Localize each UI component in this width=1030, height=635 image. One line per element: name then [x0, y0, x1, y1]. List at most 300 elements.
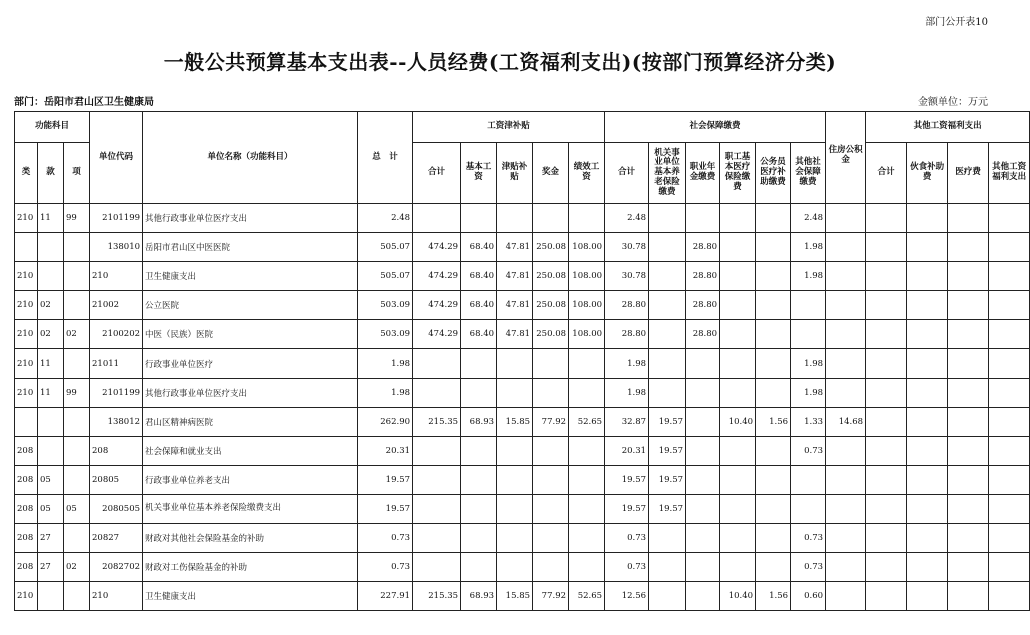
- cell-other-welfare: [989, 582, 1030, 611]
- cell-pension: [649, 553, 686, 582]
- cell-pension: 19.57: [649, 494, 686, 523]
- cell-lei: [15, 233, 38, 262]
- cell-social-total: 28.80: [605, 320, 649, 349]
- cell-xiang: [64, 349, 90, 378]
- cell-kuan: 05: [38, 494, 64, 523]
- cell-allowance: [497, 465, 533, 494]
- cell-meal: [907, 320, 948, 349]
- cell-perf-wage: 108.00: [569, 291, 605, 320]
- cell-lei: [15, 407, 38, 436]
- cell-other-social: 0.73: [791, 553, 826, 582]
- cell-other-welfare: [989, 378, 1030, 407]
- cell-unit-code: 2101199: [90, 204, 143, 233]
- cell-basic-wage: [461, 494, 497, 523]
- cell-meal: [907, 233, 948, 262]
- cell-medical: [720, 320, 756, 349]
- header-bonus: 奖金: [533, 143, 569, 204]
- cell-housing: [826, 262, 866, 291]
- cell-basic-wage: [461, 349, 497, 378]
- cell-other-total: [866, 291, 907, 320]
- cell-lei: 210: [15, 262, 38, 291]
- cell-basic-wage: [461, 204, 497, 233]
- cell-kuan: 02: [38, 320, 64, 349]
- cell-medical: [720, 378, 756, 407]
- cell-medical-fee: [948, 407, 989, 436]
- cell-lei: 208: [15, 524, 38, 553]
- cell-allowance: [497, 553, 533, 582]
- cell-allowance: [497, 494, 533, 523]
- cell-bonus: 77.92: [533, 407, 569, 436]
- cell-wage-total: [413, 349, 461, 378]
- cell-social-total: 19.57: [605, 465, 649, 494]
- cell-wage-total: 474.29: [413, 320, 461, 349]
- cell-total: 503.09: [358, 320, 413, 349]
- cell-housing: [826, 553, 866, 582]
- cell-annuity: [686, 349, 720, 378]
- cell-other-total: [866, 320, 907, 349]
- cell-other-social: 1.98: [791, 378, 826, 407]
- header-housing: 住房公积金: [826, 112, 866, 204]
- header-total: 总 计: [358, 112, 413, 204]
- cell-other-total: [866, 436, 907, 465]
- table-row: [15, 465, 1030, 494]
- cell-wage-total: [413, 494, 461, 523]
- cell-pension: [649, 524, 686, 553]
- cell-total: 2.48: [358, 204, 413, 233]
- cell-perf-wage: [569, 436, 605, 465]
- cell-xiang: [64, 407, 90, 436]
- cell-other-social: [791, 291, 826, 320]
- cell-civil-medical: [756, 524, 791, 553]
- cell-other-total: [866, 349, 907, 378]
- cell-civil-medical: [756, 349, 791, 378]
- cell-unit-code: 138012: [90, 407, 143, 436]
- cell-total: 505.07: [358, 233, 413, 262]
- cell-other-welfare: [989, 494, 1030, 523]
- header-other-welfare: 其他工资福利支出: [989, 143, 1030, 204]
- cell-other-welfare: [989, 262, 1030, 291]
- cell-unit-name: 社会保障和就业支出: [143, 436, 358, 465]
- cell-unit-code: 210: [90, 262, 143, 291]
- cell-other-social: 1.98: [791, 349, 826, 378]
- header-medical: 职工基本医疗保险缴费: [720, 143, 756, 204]
- cell-civil-medical: [756, 465, 791, 494]
- cell-basic-wage: 68.40: [461, 291, 497, 320]
- table-row: [15, 436, 1030, 465]
- cell-basic-wage: [461, 465, 497, 494]
- cell-unit-code: 2082702: [90, 553, 143, 582]
- cell-bonus: [533, 378, 569, 407]
- cell-unit-code: 138010: [90, 233, 143, 262]
- cell-social-total: 28.80: [605, 291, 649, 320]
- cell-bonus: [533, 349, 569, 378]
- cell-lei: 210: [15, 378, 38, 407]
- cell-pension: [649, 378, 686, 407]
- expenditure-table: [14, 111, 1030, 611]
- cell-pension: [649, 320, 686, 349]
- cell-lei: 210: [15, 582, 38, 611]
- header-wage-group: 工资津补贴: [413, 112, 605, 143]
- cell-unit-code: 20827: [90, 524, 143, 553]
- cell-housing: 14.68: [826, 407, 866, 436]
- cell-housing: [826, 378, 866, 407]
- cell-social-total: 20.31: [605, 436, 649, 465]
- cell-allowance: 15.85: [497, 582, 533, 611]
- cell-wage-total: [413, 524, 461, 553]
- cell-annuity: [686, 524, 720, 553]
- header-allowance: 津贴补贴: [497, 143, 533, 204]
- cell-pension: [649, 291, 686, 320]
- cell-medical-fee: [948, 233, 989, 262]
- cell-other-welfare: [989, 291, 1030, 320]
- cell-pension: 19.57: [649, 407, 686, 436]
- cell-xiang: [64, 582, 90, 611]
- cell-meal: [907, 553, 948, 582]
- cell-meal: [907, 291, 948, 320]
- cell-unit-name: 财政对工伤保险基金的补助: [143, 553, 358, 582]
- cell-unit-name: 财政对其他社会保险基金的补助: [143, 524, 358, 553]
- header-pension: 机关事业单位基本养老保险缴费: [649, 143, 686, 204]
- cell-medical-fee: [948, 349, 989, 378]
- cell-meal: [907, 378, 948, 407]
- header-medical-fee: 医疗费: [948, 143, 989, 204]
- cell-xiang: [64, 233, 90, 262]
- header-meal: 伙食补助费: [907, 143, 948, 204]
- header-annuity: 职业年金缴费: [686, 143, 720, 204]
- cell-total: 227.91: [358, 582, 413, 611]
- header-basic-wage: 基本工资: [461, 143, 497, 204]
- cell-basic-wage: [461, 553, 497, 582]
- cell-medical: [720, 465, 756, 494]
- cell-social-total: 1.98: [605, 349, 649, 378]
- cell-lei: 210: [15, 291, 38, 320]
- cell-civil-medical: 1.56: [756, 407, 791, 436]
- cell-allowance: 47.81: [497, 262, 533, 291]
- header-unit-code: 单位代码: [90, 112, 143, 204]
- header-other-social: 其他社会保障缴费: [791, 143, 826, 204]
- cell-unit-code: 2100202: [90, 320, 143, 349]
- cell-kuan: 11: [38, 378, 64, 407]
- cell-allowance: 47.81: [497, 320, 533, 349]
- cell-other-social: [791, 465, 826, 494]
- cell-allowance: [497, 349, 533, 378]
- cell-other-welfare: [989, 436, 1030, 465]
- cell-other-total: [866, 262, 907, 291]
- cell-housing: [826, 524, 866, 553]
- cell-medical-fee: [948, 553, 989, 582]
- cell-unit-code: 21002: [90, 291, 143, 320]
- cell-other-social: 0.73: [791, 436, 826, 465]
- cell-civil-medical: [756, 233, 791, 262]
- header-social-total: 合计: [605, 143, 649, 204]
- table-row: [15, 204, 1030, 233]
- cell-medical-fee: [948, 204, 989, 233]
- cell-meal: [907, 349, 948, 378]
- cell-total: 19.57: [358, 465, 413, 494]
- cell-xiang: [64, 524, 90, 553]
- cell-unit-name: 其他行政事业单位医疗支出: [143, 204, 358, 233]
- cell-unit-code: 21011: [90, 349, 143, 378]
- cell-unit-name: 公立医院: [143, 291, 358, 320]
- cell-kuan: [38, 262, 64, 291]
- header-social-group: 社会保障缴费: [605, 112, 826, 143]
- cell-lei: 210: [15, 320, 38, 349]
- page-number: 部门公开表10: [925, 17, 988, 28]
- cell-lei: 210: [15, 204, 38, 233]
- cell-meal: [907, 436, 948, 465]
- cell-total: 1.98: [358, 349, 413, 378]
- cell-other-total: [866, 204, 907, 233]
- cell-perf-wage: 108.00: [569, 262, 605, 291]
- cell-civil-medical: [756, 494, 791, 523]
- cell-social-total: 19.57: [605, 494, 649, 523]
- header-wage-total: 合计: [413, 143, 461, 204]
- cell-social-total: 32.87: [605, 407, 649, 436]
- cell-allowance: [497, 378, 533, 407]
- cell-lei: 208: [15, 494, 38, 523]
- cell-basic-wage: [461, 524, 497, 553]
- cell-housing: [826, 582, 866, 611]
- cell-medical-fee: [948, 582, 989, 611]
- cell-social-total: 0.73: [605, 524, 649, 553]
- cell-basic-wage: 68.93: [461, 582, 497, 611]
- cell-housing: [826, 436, 866, 465]
- cell-unit-name: 卫生健康支出: [143, 262, 358, 291]
- cell-social-total: 30.78: [605, 262, 649, 291]
- cell-unit-name: 中医（民族）医院: [143, 320, 358, 349]
- table-row: [15, 262, 1030, 291]
- cell-bonus: [533, 553, 569, 582]
- cell-pension: 19.57: [649, 436, 686, 465]
- cell-perf-wage: [569, 204, 605, 233]
- header-civil-medical: 公务员医疗补助缴费: [756, 143, 791, 204]
- cell-perf-wage: [569, 553, 605, 582]
- cell-civil-medical: [756, 262, 791, 291]
- cell-other-social: 0.73: [791, 524, 826, 553]
- cell-kuan: 27: [38, 553, 64, 582]
- cell-total: 19.57: [358, 494, 413, 523]
- cell-bonus: 77.92: [533, 582, 569, 611]
- header-other-group: 其他工资福利支出: [866, 112, 1030, 143]
- cell-basic-wage: 68.40: [461, 262, 497, 291]
- cell-bonus: [533, 204, 569, 233]
- cell-wage-total: 474.29: [413, 291, 461, 320]
- cell-housing: [826, 320, 866, 349]
- cell-xiang: 99: [64, 378, 90, 407]
- department-label: 部门：岳阳市君山区卫生健康局: [14, 97, 154, 108]
- cell-kuan: [38, 436, 64, 465]
- cell-wage-total: [413, 204, 461, 233]
- cell-other-welfare: [989, 204, 1030, 233]
- cell-medical-fee: [948, 465, 989, 494]
- table-row: [15, 320, 1030, 349]
- cell-wage-total: [413, 553, 461, 582]
- cell-medical-fee: [948, 320, 989, 349]
- cell-kuan: [38, 407, 64, 436]
- cell-civil-medical: 1.56: [756, 582, 791, 611]
- cell-annuity: [686, 407, 720, 436]
- cell-annuity: 28.80: [686, 262, 720, 291]
- cell-total: 0.73: [358, 524, 413, 553]
- cell-housing: [826, 204, 866, 233]
- cell-bonus: 250.08: [533, 233, 569, 262]
- cell-bonus: [533, 436, 569, 465]
- cell-medical-fee: [948, 524, 989, 553]
- cell-other-social: [791, 320, 826, 349]
- cell-kuan: 11: [38, 204, 64, 233]
- cell-other-total: [866, 494, 907, 523]
- cell-unit-name: 其他行政事业单位医疗支出: [143, 378, 358, 407]
- cell-perf-wage: [569, 465, 605, 494]
- header-xiang: 项: [64, 143, 90, 204]
- cell-basic-wage: 68.40: [461, 233, 497, 262]
- cell-perf-wage: 108.00: [569, 233, 605, 262]
- cell-perf-wage: 108.00: [569, 320, 605, 349]
- cell-xiang: [64, 436, 90, 465]
- cell-bonus: 250.08: [533, 291, 569, 320]
- cell-housing: [826, 494, 866, 523]
- cell-other-welfare: [989, 553, 1030, 582]
- table-row: [15, 349, 1030, 378]
- cell-other-social: 0.60: [791, 582, 826, 611]
- cell-annuity: [686, 378, 720, 407]
- cell-lei: 208: [15, 436, 38, 465]
- cell-pension: [649, 582, 686, 611]
- cell-civil-medical: [756, 320, 791, 349]
- cell-other-welfare: [989, 407, 1030, 436]
- cell-other-welfare: [989, 233, 1030, 262]
- cell-perf-wage: [569, 378, 605, 407]
- cell-wage-total: [413, 436, 461, 465]
- cell-total: 505.07: [358, 262, 413, 291]
- cell-xiang: 02: [64, 553, 90, 582]
- cell-xiang: 99: [64, 204, 90, 233]
- cell-total: 262.90: [358, 407, 413, 436]
- cell-civil-medical: [756, 553, 791, 582]
- cell-other-welfare: [989, 524, 1030, 553]
- cell-other-total: [866, 553, 907, 582]
- cell-medical-fee: [948, 262, 989, 291]
- cell-medical-fee: [948, 436, 989, 465]
- cell-kuan: [38, 233, 64, 262]
- cell-medical: [720, 524, 756, 553]
- cell-total: 1.98: [358, 378, 413, 407]
- cell-bonus: [533, 465, 569, 494]
- cell-wage-total: 474.29: [413, 233, 461, 262]
- cell-perf-wage: 52.65: [569, 582, 605, 611]
- cell-meal: [907, 582, 948, 611]
- cell-wage-total: 474.29: [413, 262, 461, 291]
- cell-social-total: 30.78: [605, 233, 649, 262]
- header-kuan: 款: [38, 143, 64, 204]
- header-other-total: 合计: [866, 143, 907, 204]
- cell-annuity: [686, 204, 720, 233]
- cell-unit-name: 岳阳市君山区中医医院: [143, 233, 358, 262]
- cell-kuan: 27: [38, 524, 64, 553]
- cell-other-total: [866, 233, 907, 262]
- cell-kuan: 05: [38, 465, 64, 494]
- cell-basic-wage: [461, 436, 497, 465]
- cell-unit-name: 君山区精神病医院: [143, 407, 358, 436]
- cell-wage-total: 215.35: [413, 582, 461, 611]
- cell-wage-total: [413, 465, 461, 494]
- cell-unit-code: 210: [90, 582, 143, 611]
- cell-pension: [649, 204, 686, 233]
- cell-other-total: [866, 407, 907, 436]
- cell-meal: [907, 262, 948, 291]
- cell-allowance: [497, 524, 533, 553]
- cell-other-social: 1.33: [791, 407, 826, 436]
- cell-civil-medical: [756, 204, 791, 233]
- cell-medical: [720, 204, 756, 233]
- cell-unit-name: 行政事业单位养老支出: [143, 465, 358, 494]
- cell-xiang: 02: [64, 320, 90, 349]
- cell-meal: [907, 407, 948, 436]
- cell-medical: [720, 436, 756, 465]
- cell-allowance: 15.85: [497, 407, 533, 436]
- cell-annuity: 28.80: [686, 291, 720, 320]
- cell-pension: [649, 262, 686, 291]
- header-row-1: [15, 112, 1030, 143]
- cell-other-total: [866, 524, 907, 553]
- table-row: [15, 378, 1030, 407]
- cell-perf-wage: [569, 494, 605, 523]
- cell-pension: 19.57: [649, 465, 686, 494]
- cell-xiang: [64, 262, 90, 291]
- cell-unit-code: 208: [90, 436, 143, 465]
- cell-unit-code: 2101199: [90, 378, 143, 407]
- cell-allowance: 47.81: [497, 291, 533, 320]
- cell-total: 20.31: [358, 436, 413, 465]
- cell-annuity: 28.80: [686, 233, 720, 262]
- cell-basic-wage: 68.93: [461, 407, 497, 436]
- cell-other-social: 1.98: [791, 262, 826, 291]
- cell-housing: [826, 233, 866, 262]
- cell-total: 503.09: [358, 291, 413, 320]
- cell-civil-medical: [756, 291, 791, 320]
- table-row: [15, 524, 1030, 553]
- cell-other-welfare: [989, 349, 1030, 378]
- cell-housing: [826, 291, 866, 320]
- cell-basic-wage: 68.40: [461, 320, 497, 349]
- cell-annuity: [686, 436, 720, 465]
- cell-unit-code: 20805: [90, 465, 143, 494]
- table-row: [15, 494, 1030, 523]
- cell-social-total: 1.98: [605, 378, 649, 407]
- cell-other-total: [866, 582, 907, 611]
- cell-other-social: 2.48: [791, 204, 826, 233]
- cell-perf-wage: 52.65: [569, 407, 605, 436]
- header-perf-wage: 绩效工资: [569, 143, 605, 204]
- cell-housing: [826, 349, 866, 378]
- cell-other-welfare: [989, 320, 1030, 349]
- cell-xiang: 05: [64, 494, 90, 523]
- cell-annuity: [686, 465, 720, 494]
- cell-other-social: 1.98: [791, 233, 826, 262]
- cell-civil-medical: [756, 378, 791, 407]
- table-row: [15, 233, 1030, 262]
- cell-kuan: [38, 582, 64, 611]
- cell-medical: [720, 291, 756, 320]
- cell-medical-fee: [948, 378, 989, 407]
- cell-kuan: 02: [38, 291, 64, 320]
- page-title: 一般公共预算基本支出表--人员经费(工资福利支出)(按部门预算经济分类): [163, 50, 837, 74]
- cell-xiang: [64, 291, 90, 320]
- cell-unit-name: 卫生健康支出: [143, 582, 358, 611]
- cell-annuity: [686, 553, 720, 582]
- cell-other-welfare: [989, 465, 1030, 494]
- cell-perf-wage: [569, 524, 605, 553]
